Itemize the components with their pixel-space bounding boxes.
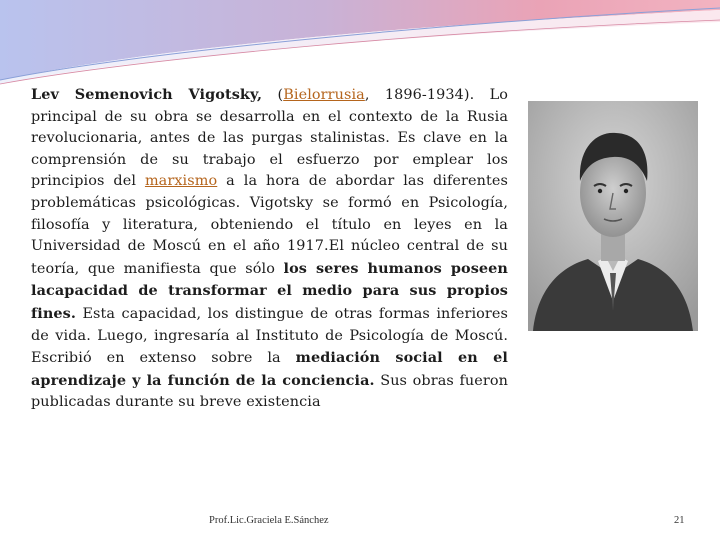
key-idea-bold: los seres humanos poseen lacapacidad de transformar el medio para sus propios fines. xyxy=(31,259,508,322)
subject-name: Lev Semenovich Vigotsky, xyxy=(31,86,263,103)
text-span: Esta capacidad, los distingue de otras formas inferiores de vida. Luego, ingresaría al Instituto de Psicología de Moscú. Escribió en extenso sobre la xyxy=(31,305,508,367)
text-span: Sus obras fueron publicadas durante su breve existencia xyxy=(31,372,508,411)
bielorrusia-link[interactable]: Bielorrusia xyxy=(283,87,365,103)
text-span: ( xyxy=(262,87,284,103)
text-span: a la hora de abordar las diferentes problemáticas psicológicas. Vigotsky se formó en Psicología, filosofía y literatura, obteniendo el título en leyes en la Universidad de Moscú en el año 1917.El núcleo central de su teoría, que manifiesta que sólo xyxy=(31,173,508,277)
biography-paragraph xyxy=(31,84,508,414)
text-span: , 1896-1934). Lo principal de su obra se desarrolla en el contexto de la Rusia revolucionaria, antes de las purgas stalinistas. Es clave en la comprensión de su trabajo el esfuerzo por emplear los principios del xyxy=(31,87,508,190)
decorative-banner xyxy=(0,0,720,90)
marxismo-link[interactable]: marxismo xyxy=(144,173,218,190)
mediation-bold: mediación social en el aprendizaje y la función de la conciencia. xyxy=(31,349,509,389)
vigotsky-portrait xyxy=(528,101,698,331)
page-number: 21 xyxy=(674,515,685,526)
footer-author: Prof.Lic.Graciela E.Sánchez xyxy=(209,515,329,526)
